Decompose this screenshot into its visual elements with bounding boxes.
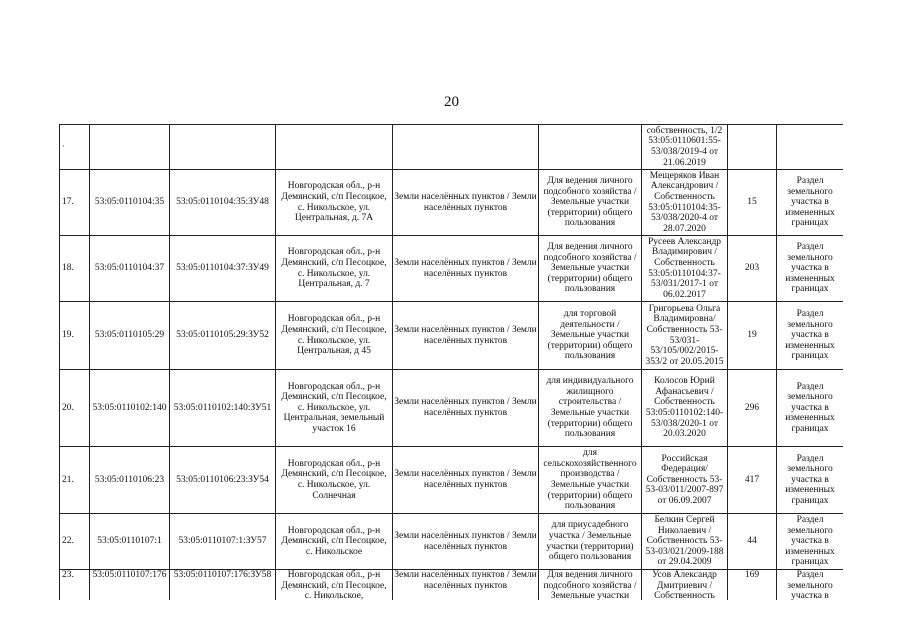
cell-category: Земли населённых пунктов / Земли населённых пунктов <box>393 370 539 447</box>
cell-plot-id: 53:05:0110106:23:ЗУ54 <box>170 447 276 514</box>
cell-plot-id: 53:05:0110104:35:ЗУ48 <box>170 170 276 236</box>
cell-area: 296 <box>728 370 777 447</box>
cell-holder: Белкин Сергей Николаевич /Собственность 53-53-03/021/2009-188 от 29.04.2009 <box>642 514 728 570</box>
table-row <box>60 514 844 570</box>
cell-use: Для ведения личного подсобного хозяйства / Земельные участки <box>539 570 642 601</box>
cell-cadastral: 53:05:0110102:140 <box>90 370 170 447</box>
cell-note: Раздел земельного участка в <box>777 570 844 601</box>
cell-area: 203 <box>728 236 777 302</box>
cell-holder: собственность, 1/2 53:05:0110601:55-53/038/2019-4 от 21.06.2019 <box>642 125 728 170</box>
cell-holder: Русеев Александр Владимирович /Собственность 53:05:0110104:37-53/031/2017-1 от 06.02.2017 <box>642 236 728 302</box>
scan-mark: · <box>62 141 65 152</box>
table-row-continued <box>60 125 844 170</box>
cell-plot-id: 53:05:0110105:29:ЗУ52 <box>170 302 276 370</box>
table-row <box>60 170 844 236</box>
table-body <box>60 125 844 601</box>
cell-plot-id <box>170 125 276 170</box>
table-row <box>60 370 844 447</box>
cell-holder: Усов Александр Дмитриевич /Собственность <box>642 570 728 601</box>
cell-plot-id: 53:05:0110107:176:ЗУ58 <box>170 570 276 601</box>
table-row <box>60 302 844 370</box>
cell-note: Раздел земельного участка в измененных границах <box>777 236 844 302</box>
cell-note: Раздел земельного участка в измененных границах <box>777 514 844 570</box>
cell-note: Раздел земельного участка в измененных границах <box>777 447 844 514</box>
cell-area: 19 <box>728 302 777 370</box>
cell-category: Земли населённых пунктов / Земли населённых пунктов <box>393 170 539 236</box>
cell-holder: Мещеряков Иван Александрович /Собственность 53:05:0110104:35-53/038/2020-4 от 28.07.2020 <box>642 170 728 236</box>
cell-area <box>728 125 777 170</box>
cell-category: Земли населённых пунктов / Земли населённых пунктов <box>393 447 539 514</box>
land-plots-table-wrapper <box>59 124 843 600</box>
cell-plot-id: 53:05:0110107:1:ЗУ57 <box>170 514 276 570</box>
cell-cadastral <box>90 125 170 170</box>
page-number: 20 <box>444 94 459 110</box>
cell-num: 19. <box>60 302 90 370</box>
cell-num: 23. <box>60 570 90 601</box>
cell-address: Новгородская обл., р-н Демянский, с/п Песоцкое, с. Никольское, ул. Центральная, д. 7 <box>276 236 393 302</box>
cell-address <box>276 125 393 170</box>
cell-use: Для ведения личного подсобного хозяйства / Земельные участки (территории) общего пользования <box>539 236 642 302</box>
cell-num: 20. <box>60 370 90 447</box>
land-plots-table <box>59 124 843 600</box>
cell-plot-id: 53:05:0110102:140:ЗУ51 <box>170 370 276 447</box>
cell-address: Новгородская обл., р-н Демянский, с/п Песоцкое, с. Никольское, <box>276 570 393 601</box>
cell-area: 44 <box>728 514 777 570</box>
cell-use <box>539 125 642 170</box>
cell-num: 22. <box>60 514 90 570</box>
cell-address: Новгородская обл., р-н Демянский, с/п Песоцкое, с. Никольское <box>276 514 393 570</box>
cell-use: для приусадебного участка / Земельные участки (территории) общего пользования <box>539 514 642 570</box>
cell-note: Раздел земельного участка в измененных границах <box>777 370 844 447</box>
cell-use: Для ведения личного подсобного хозяйства / Земельные участки (территории) общего пользования <box>539 170 642 236</box>
cell-holder: Российская Федерация/ Собственность 53-53-03/011/2007-897 от 06.09.2007 <box>642 447 728 514</box>
cell-area: 15 <box>728 170 777 236</box>
table-row <box>60 236 844 302</box>
cell-address: Новгородская обл., р-н Демянский, с/п Песоцкое, с. Никольское, ул. Центральная, д 45 <box>276 302 393 370</box>
cell-category <box>393 125 539 170</box>
cell-plot-id: 53:05:0110104:37:ЗУ49 <box>170 236 276 302</box>
cell-num: 18. <box>60 236 90 302</box>
cell-cadastral: 53:05:0110105:29 <box>90 302 170 370</box>
cell-category: Земли населённых пунктов / Земли населённых пунктов <box>393 514 539 570</box>
cell-address: Новгородская обл., р-н Демянский, с/п Песоцкое, с. Никольское, ул. Центральная, д. 7А <box>276 170 393 236</box>
cell-cadastral: 53:05:0110104:37 <box>90 236 170 302</box>
cell-cadastral: 53:05:0110104:35 <box>90 170 170 236</box>
cell-category: Земли населённых пунктов / Земли населённых пунктов <box>393 236 539 302</box>
cell-num: 17. <box>60 170 90 236</box>
cell-address: Новгородская обл., р-н Демянский, с/п Песоцкое, с. Никольское, ул. Центральная, земельный участок 16 <box>276 370 393 447</box>
cell-cadastral: 53:05:0110107:1 <box>90 514 170 570</box>
cell-use: для индивидуального жилищного строительства / Земельные участки (территории) общего пользования <box>539 370 642 447</box>
cell-cadastral: 53:05:0110106:23 <box>90 447 170 514</box>
cell-category: Земли населённых пунктов / Земли населённых пунктов <box>393 570 539 601</box>
table-row <box>60 570 844 601</box>
cell-note: Раздел земельного участка в измененных границах <box>777 170 844 236</box>
cell-use: для торговой деятельности / Земельные участки (территории) общего пользования <box>539 302 642 370</box>
cell-area: 417 <box>728 447 777 514</box>
cell-note: Раздел земельного участка в измененных границах <box>777 302 844 370</box>
cell-holder: Колосов Юрий Афанасьевич /Собственность 53:05:0110102:140-53/038/2020-1 от 20.03.2020 <box>642 370 728 447</box>
cell-use: для сельскохозяйственного производства / Земельные участки (территории) общего пользования <box>539 447 642 514</box>
cell-note <box>777 125 844 170</box>
cell-holder: Григорьева Ольга Владимировна/ Собственность 53-53/031-53/105/002/2015-353/2 от 20.05.2015 <box>642 302 728 370</box>
cell-num: 21. <box>60 447 90 514</box>
cell-address: Новгородская обл., р-н Демянский, с/п Песоцкое, с. Никольское, ул. Солнечная <box>276 447 393 514</box>
cell-num <box>60 125 90 170</box>
cell-category: Земли населённых пунктов / Земли населённых пунктов <box>393 302 539 370</box>
cell-cadastral: 53:05:0110107:176 <box>90 570 170 601</box>
cell-area: 169 <box>728 570 777 601</box>
table-row <box>60 447 844 514</box>
